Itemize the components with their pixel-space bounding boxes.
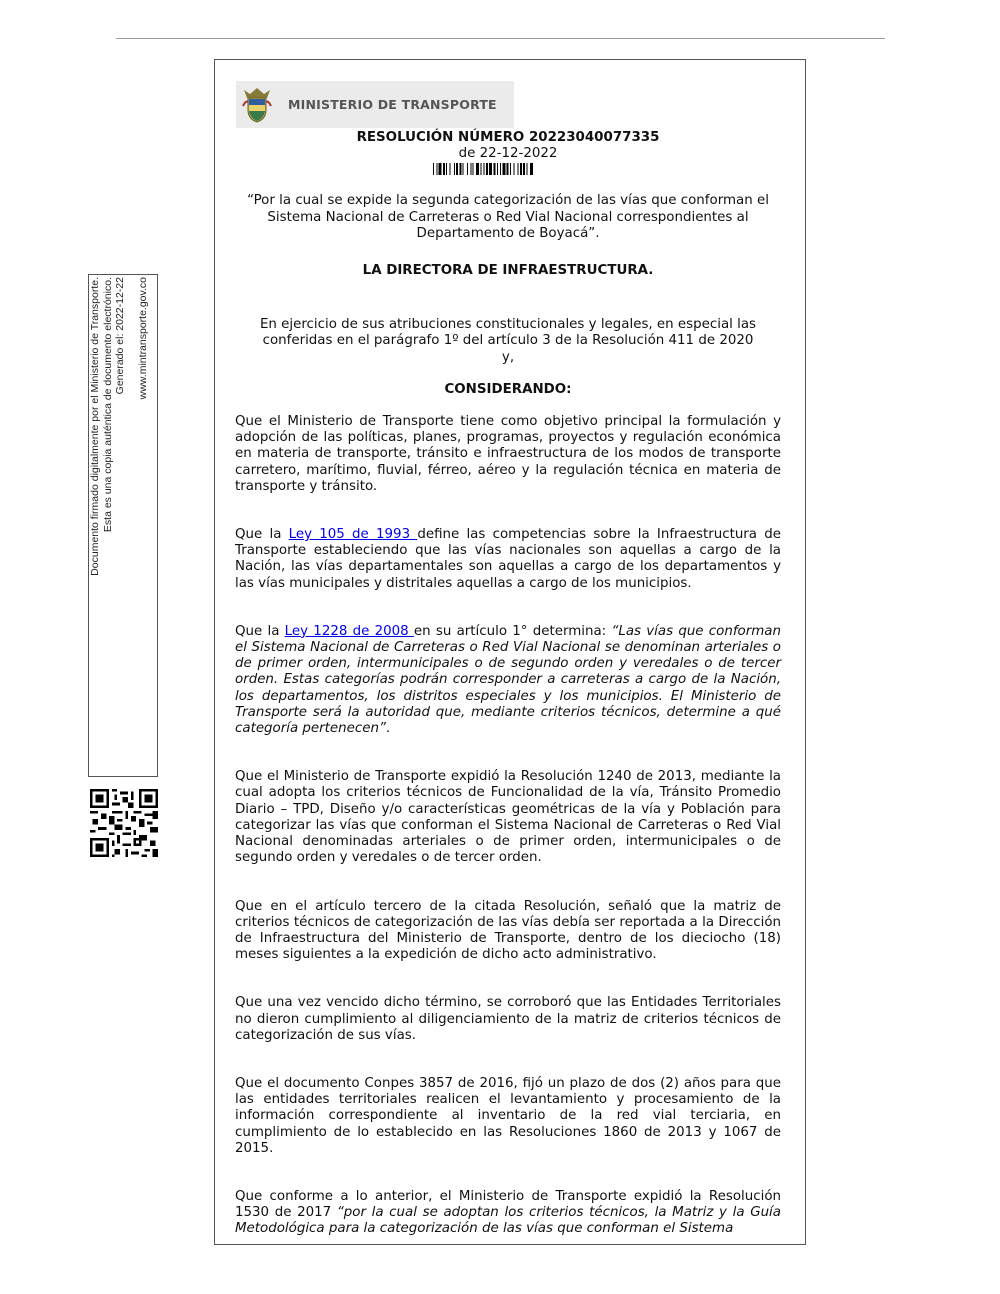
considering-heading: CONSIDERANDO: — [444, 381, 572, 397]
ministry-name: MINISTERIO DE TRANSPORTE — [288, 97, 497, 112]
header-rule — [116, 38, 885, 39]
p8-quote: “por la cual se adoptan los criterios técnicos, la Matriz y la Guía Metodológica para la categorización de las vías que conforman el Sistema — [235, 1205, 781, 1237]
p3-quote: “Las vías que conforman el Sistema Nacional de Carreteras o Red Vial Nacional se denominan arteriales o de primer orden, intermunicipales o de segundo orden y veredales o de tercer orden. Estas categorías podrán corresponder a carreteras a cargo de la Nación, los departamentos, los distritos especiales y los municipios. El Ministerio de Transporte será la autoridad que, mediante criterios técnicos, determine a qué categoría pertenecen” — [235, 623, 781, 737]
signature-url: www.mintransporte.gov.co — [136, 277, 149, 400]
resolution-page — [214, 59, 806, 1245]
authority-heading: LA DIRECTORA DE INFRAESTRUCTURA. — [362, 263, 654, 279]
signature-line-2: Esta es una copia auténtica de documento electrónico. — [101, 277, 114, 533]
p2-text-post: define las competencias sobre la Infraestructura de Transporte estableciendo que las vías nacionales son aquellas a cargo de la Nación, las vías departamentales son aquellas a cargo de los departamentos y las vías municipales y distritales aquellas a cargo de los municipios. — [235, 527, 781, 591]
barcode-icon — [433, 163, 583, 175]
paragraph-4: Que el Ministerio de Transporte expidió la Resolución 1240 de 2013, mediante la cual adopta los criterios técnicos de Funcionalidad de la vía, Tránsito Promedio Diario – TPD, Diseño y/o características geométricas de la vía y Población para categorizar las vías que conforman el Sistema Nacional de Carreteras o Red Vial Nacional denominadas arteriales o de primer orden, intermunicipales o de segundo orden y veredales o de tercer orden. — [235, 769, 781, 866]
ministry-logo — [236, 81, 514, 128]
p3-text-mid: en su artículo 1° determina: — [413, 623, 612, 639]
resolution-number: RESOLUCIÓN NÚMERO 20223040077335 — [356, 130, 660, 145]
ley-105-link[interactable]: Ley 105 de 1993 — [288, 527, 418, 543]
paragraph-3 — [235, 624, 781, 737]
p2-text-pre: Que la — [235, 527, 289, 543]
paragraph-5: Que en el artículo tercero de la citada Resolución, señaló que la matriz de criterios técnicos de categorización de las vías debía ser reportada a la Dirección de Infraestructura del Ministerio de Transporte, dentro de los dieciocho (18) meses siguientes a la expedición de dicho acto administrativo. — [235, 898, 781, 963]
document-body — [235, 129, 781, 1238]
paragraph-1: Que el Ministerio de Transporte tiene como objetivo principal la formulación y adopción de las políticas, planes, programas, proyectos y regulación económica en materia de transporte, tránsito e infraestructura de los modos de transporte carretero, marítimo, fluvial, férreo, aéreo y la regulación técnica en materia de transporte y tránsito. — [235, 414, 781, 494]
paragraph-6: Que una vez vencido dicho término, se corroboró que las Entidades Territoriales no dieron cumplimiento al diligenciamiento de la matriz de criterios técnicos de categorización de sus vías. — [235, 995, 781, 1043]
digital-signature-box — [88, 274, 158, 777]
paragraph-7: Que el documento Conpes 3857 de 2016, fijó un plazo de dos (2) años para que las entidades territoriales realicen el levantamiento y procesamiento de la información correspondiente al inventario de la red vial terciaria, en cumplimiento de lo establecido en las Resoluciones 1860 de 2013 y 1067 de 2015. — [235, 1075, 781, 1156]
resolution-subject: “Por la cual se expide la segunda categorización de las vías que conforman el Sistema Nacional de Carreteras o Red Vial Nacional correspondientes al Departamento de Boyacá”. — [247, 193, 769, 241]
p3-text-end: . — [385, 721, 391, 737]
paragraph-2 — [235, 527, 781, 592]
signature-line-1: Documento firmado digitalmente por el Ministerio de Transporte. — [89, 277, 101, 576]
coat-of-arms-icon — [242, 86, 272, 124]
paragraph-8 — [235, 1189, 781, 1238]
digital-signature-note — [89, 277, 159, 777]
powers-paragraph: En ejercicio de sus atribuciones constitucionales y legales, en especial las conferidas en el parágrafo 1º del artículo 3 de la Resolución 411 de 2020 y, — [259, 317, 757, 365]
resolution-date: de 22-12-2022 — [458, 146, 558, 162]
signature-line-3: Generado el: 2022-12-22 — [114, 277, 126, 395]
ley-1228-link[interactable]: Ley 1228 de 2008 — [284, 623, 414, 639]
qr-code-icon — [90, 789, 158, 857]
p3-text-pre: Que la — [235, 623, 285, 639]
p8-text-pre: Que conforme a lo anterior, el Ministerio de Transporte expidió la Resolución 1530 de 2017 — [235, 1188, 781, 1221]
